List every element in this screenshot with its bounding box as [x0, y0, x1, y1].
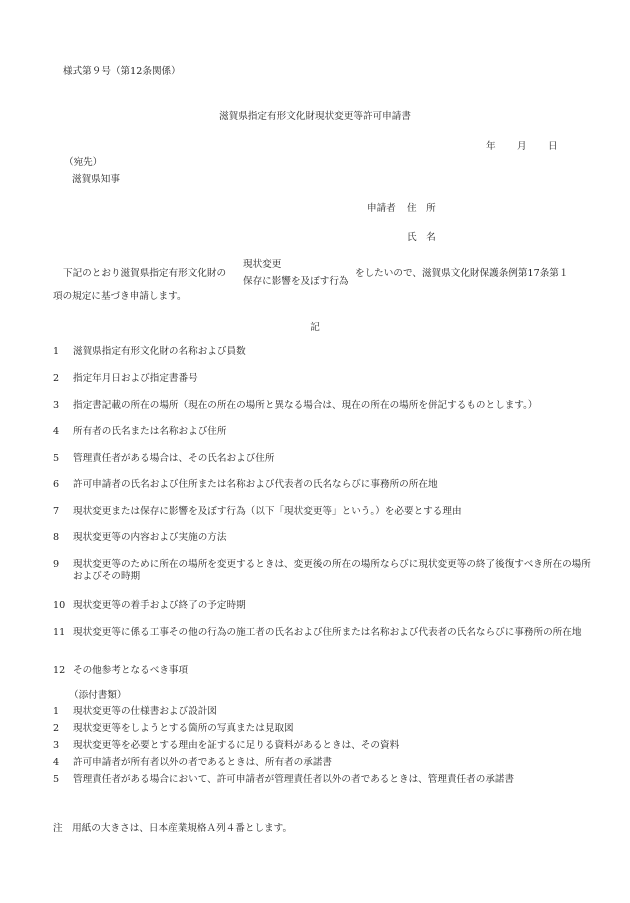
paper-size-note: 注 用紙の大きさは、日本産業規格Ａ列４番とします。 — [53, 823, 293, 834]
list-item — [53, 400, 593, 412]
applicant-address-label: 住 所 — [407, 203, 436, 214]
ki-heading: 記 — [310, 322, 320, 333]
list-item — [53, 426, 593, 438]
item-number: 11 — [53, 627, 66, 638]
addressee-name: 滋賀県知事 — [72, 174, 120, 185]
item-text: 所有者の氏名または名称および住所 — [73, 426, 227, 437]
item-number: 3 — [53, 400, 60, 411]
item-number: 12 — [53, 665, 66, 676]
item-text: 許可申請者の氏名および住所または名称および代表者の氏名ならびに事務所の所在地 — [73, 479, 438, 490]
item-text: 指定年月日および指定書番号 — [73, 373, 198, 384]
intro-text-line2: 項の規定に基づき申請します。 — [53, 291, 187, 302]
list-item — [53, 479, 593, 491]
item-number: 7 — [53, 506, 60, 517]
list-item — [53, 600, 593, 612]
item-number: 2 — [53, 373, 60, 384]
item-text: 管理責任者がある場合は、その氏名および住所 — [73, 453, 275, 464]
attachment-item — [53, 740, 399, 752]
document-title: 滋賀県指定有形文化財現状変更等許可申請書 — [219, 111, 411, 122]
form-number: 様式第９号（第12条関係） — [63, 66, 181, 77]
list-item — [53, 373, 593, 385]
applicant-label: 申請者 — [367, 203, 396, 214]
list-item — [53, 532, 593, 544]
item-number: 8 — [53, 532, 60, 543]
attachment-item — [53, 706, 217, 718]
intro-option-preservation-impact: 保存に影響を及ぼす行為 — [243, 276, 349, 287]
attachments-label: （添付書類） — [69, 690, 127, 701]
item-text: 現状変更等に係る工事その他の行為の施工者の氏名および住所または名称および代表者の氏名ならびに事務所の所在地 — [73, 627, 582, 638]
item-text: 現状変更等のために所在の場所を変更するときは、変更後の所在の場所ならびに現状変更等の終了後復すべき所在の場所およびその時期 — [73, 559, 591, 582]
attachment-number: 5 — [53, 774, 60, 785]
date-year-label: 年 — [486, 141, 496, 152]
attachment-item — [53, 774, 514, 786]
attachment-number: 2 — [53, 723, 60, 734]
attachment-text: 許可申請者が所有者以外の者であるときは、所有者の承諾書 — [73, 757, 333, 768]
list-item — [53, 506, 593, 518]
item-number: 1 — [53, 346, 60, 357]
list-item — [53, 665, 593, 677]
item-number: 5 — [53, 453, 60, 464]
attachment-text: 現状変更等の仕様書および設計図 — [73, 706, 217, 717]
attachment-number: 4 — [53, 757, 60, 768]
attachment-number: 3 — [53, 740, 60, 751]
applicant-name-label: 氏 名 — [407, 232, 436, 243]
attachment-item — [53, 757, 332, 769]
item-text: 現状変更等の内容および実施の方法 — [73, 532, 227, 543]
attachment-text: 現状変更等をしようとする箇所の写真または見取図 — [73, 723, 294, 734]
list-item — [53, 559, 593, 583]
item-text: 滋賀県指定有形文化財の名称および員数 — [73, 346, 246, 357]
attachment-item — [53, 723, 294, 735]
date-day-label: 日 — [548, 141, 558, 152]
list-item — [53, 453, 593, 465]
item-text: その他参考となるべき事項 — [73, 665, 189, 676]
item-text: 現状変更または保存に影響を及ぼす行為（以下「現状変更等」という。）を必要とする理由 — [73, 506, 462, 517]
date-month-label: 月 — [517, 141, 527, 152]
item-text: 指定書記載の所在の場所（現在の所在の場所と異なる場合は、現在の所在の場所を併記するものとします。） — [73, 400, 538, 411]
intro-text-post: をしたいので、滋賀県文化財保護条例第17条第１ — [355, 268, 569, 279]
item-number: 4 — [53, 426, 60, 437]
attachment-text: 管理責任者がある場合において、許可申請者が管理責任者以外の者であるときは、管理責任者の承諾書 — [73, 774, 515, 785]
item-text: 現状変更等の着手および終了の予定時期 — [73, 600, 246, 611]
item-number: 10 — [53, 600, 66, 611]
list-item — [53, 346, 593, 358]
item-number: 6 — [53, 479, 60, 490]
attachment-number: 1 — [53, 706, 60, 717]
addressee-label: （宛先） — [64, 157, 103, 168]
intro-text-pre: 下記のとおり滋賀県指定有形文化財の — [63, 268, 227, 279]
item-number: 9 — [53, 559, 60, 570]
attachment-text: 現状変更等を必要とする理由を証するに足りる資料があるときは、その資料 — [73, 740, 400, 751]
intro-option-alteration: 現状変更 — [243, 259, 282, 270]
list-item — [53, 627, 593, 639]
